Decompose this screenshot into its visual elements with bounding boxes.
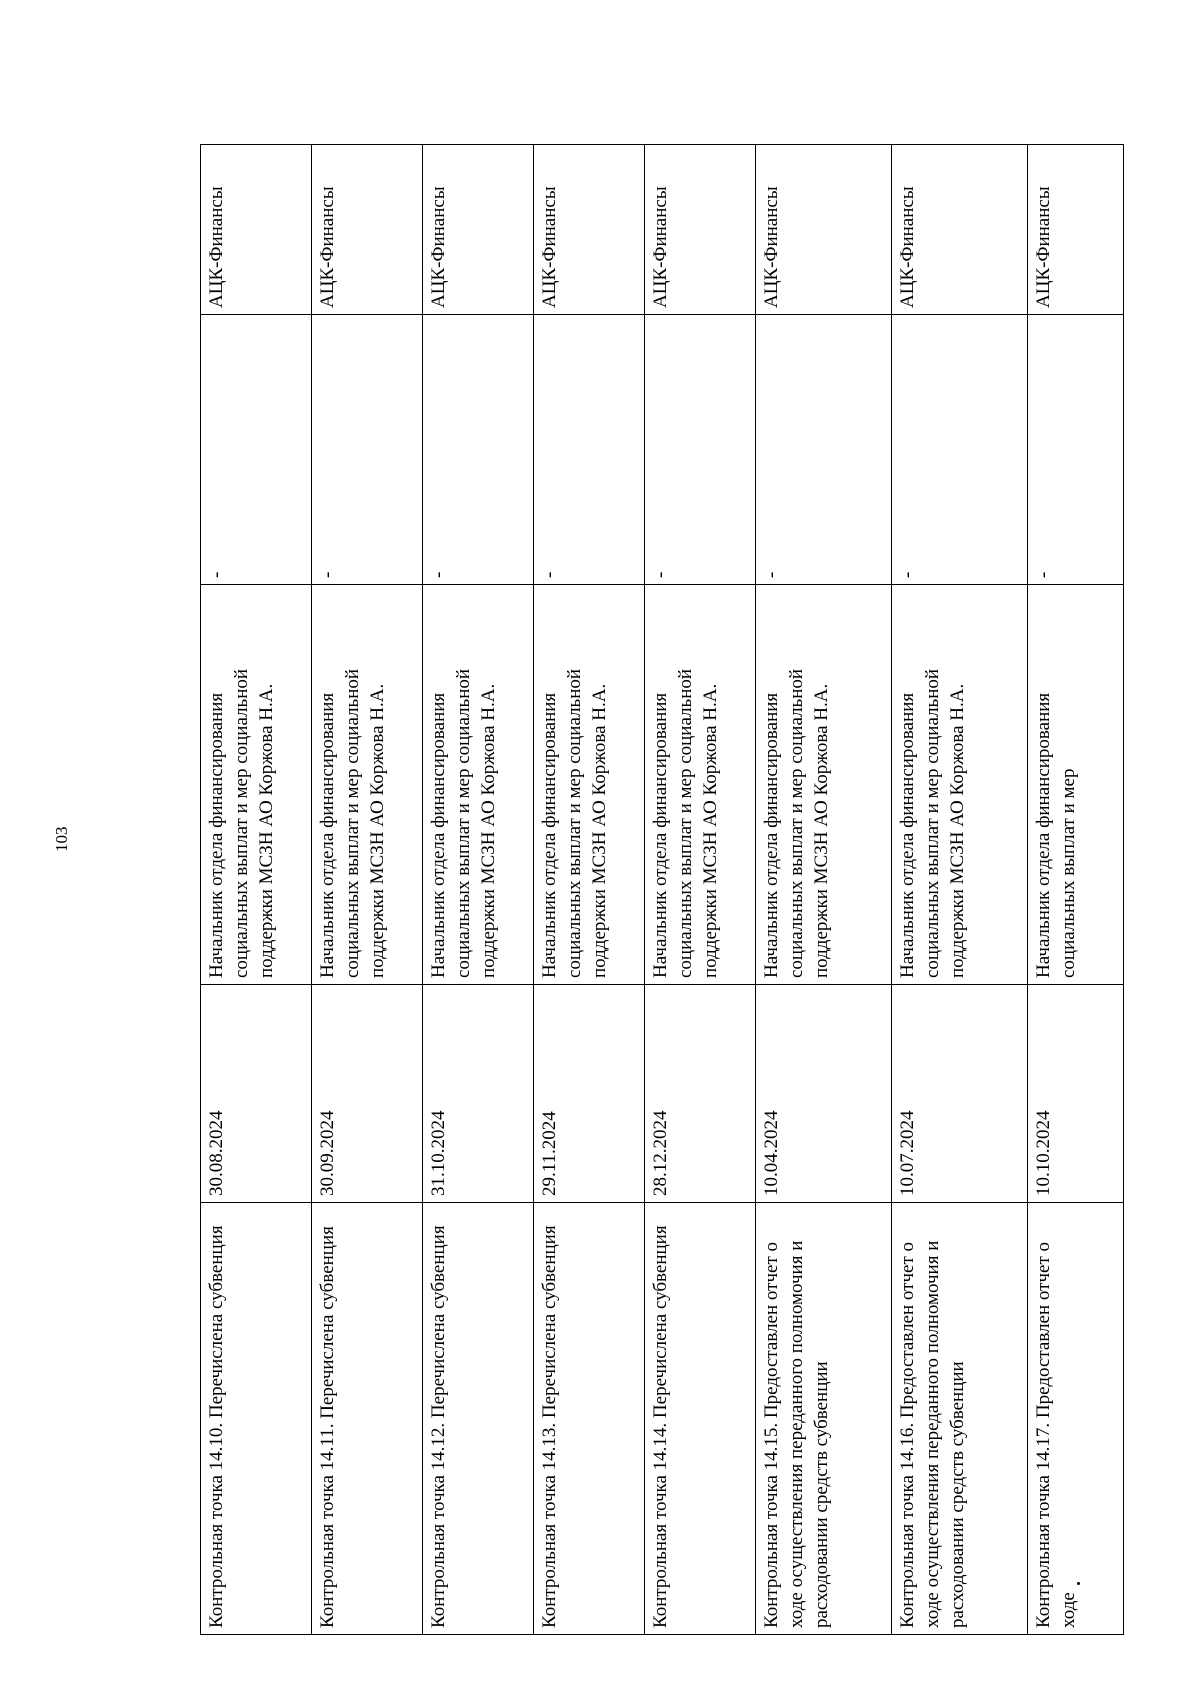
control-point-date: 29.11.2024 (534, 985, 645, 1203)
rotated-table-container (200, 145, 1112, 1635)
responsible-person: Начальник отдела финансирования социальных выплат и мер (1028, 585, 1124, 985)
control-point-name: Контрольная точка 14.17. Предоставлен отчет о ходе (1028, 1203, 1124, 1635)
table-row (756, 145, 892, 1635)
control-point-date: 10.07.2024 (892, 985, 1028, 1203)
table-row (312, 145, 423, 1635)
control-point-name: Контрольная точка 14.12. Перечислена субвенция (423, 1203, 534, 1635)
information-system: АЦК-Финансы (756, 145, 892, 315)
responsible-person: Начальник отдела финансирования социальных выплат и мер социальной поддержки МСЗН АО Коржова Н.А. (892, 585, 1028, 985)
control-point-date: 10.04.2024 (756, 985, 892, 1203)
control-point-name: Контрольная точка 14.15. Предоставлен отчет о ходе осуществления переданного полномочия и расходовании средств субвенции (756, 1203, 892, 1635)
control-point-name: Контрольная точка 14.10. Перечислена субвенция (201, 1203, 312, 1635)
information-system: АЦК-Финансы (892, 145, 1028, 315)
control-point-date: 31.10.2024 (423, 985, 534, 1203)
responsible-person: Начальник отдела финансирования социальных выплат и мер социальной поддержки МСЗН АО Коржова Н.А. (201, 585, 312, 985)
information-system: АЦК-Финансы (1028, 145, 1124, 315)
table-row (423, 145, 534, 1635)
information-system: АЦК-Финансы (423, 145, 534, 315)
scan-speck (1077, 1582, 1080, 1585)
document-type: - (534, 315, 645, 585)
document-type: - (423, 315, 534, 585)
information-system: АЦК-Финансы (645, 145, 756, 315)
document-type: - (645, 315, 756, 585)
page-number: 103 (52, 826, 71, 852)
control-point-name: Контрольная точка 14.11. Перечислена субвенция (312, 1203, 423, 1635)
information-system: АЦК-Финансы (534, 145, 645, 315)
control-point-date: 30.08.2024 (201, 985, 312, 1203)
document-type: - (756, 315, 892, 585)
control-point-name: Контрольная точка 14.13. Перечислена субвенция (534, 1203, 645, 1635)
document-type: - (1028, 315, 1124, 585)
responsible-person: Начальник отдела финансирования социальных выплат и мер социальной поддержки МСЗН АО Коржова Н.А. (645, 585, 756, 985)
control-point-name: Контрольная точка 14.14. Перечислена субвенция (645, 1203, 756, 1635)
table-row (892, 145, 1028, 1635)
document-type: - (892, 315, 1028, 585)
control-point-name: Контрольная точка 14.16. Предоставлен отчет о ходе осуществления переданного полномочия и расходовании средств субвенции (892, 1203, 1028, 1635)
table-row (201, 145, 312, 1635)
table-row (1028, 145, 1124, 1635)
control-point-date: 10.10.2024 (1028, 985, 1124, 1203)
responsible-person: Начальник отдела финансирования социальных выплат и мер социальной поддержки МСЗН АО Коржова Н.А. (423, 585, 534, 985)
control-points-table (200, 144, 1124, 1635)
information-system: АЦК-Финансы (312, 145, 423, 315)
table-row (645, 145, 756, 1635)
document-type: - (201, 315, 312, 585)
control-point-date: 30.09.2024 (312, 985, 423, 1203)
responsible-person: Начальник отдела финансирования социальных выплат и мер социальной поддержки МСЗН АО Коржова Н.А. (534, 585, 645, 985)
document-type: - (312, 315, 423, 585)
responsible-person: Начальник отдела финансирования социальных выплат и мер социальной поддержки МСЗН АО Коржова Н.А. (312, 585, 423, 985)
information-system: АЦК-Финансы (201, 145, 312, 315)
responsible-person: Начальник отдела финансирования социальных выплат и мер социальной поддержки МСЗН АО Коржова Н.А. (756, 585, 892, 985)
table-row (534, 145, 645, 1635)
control-point-date: 28.12.2024 (645, 985, 756, 1203)
